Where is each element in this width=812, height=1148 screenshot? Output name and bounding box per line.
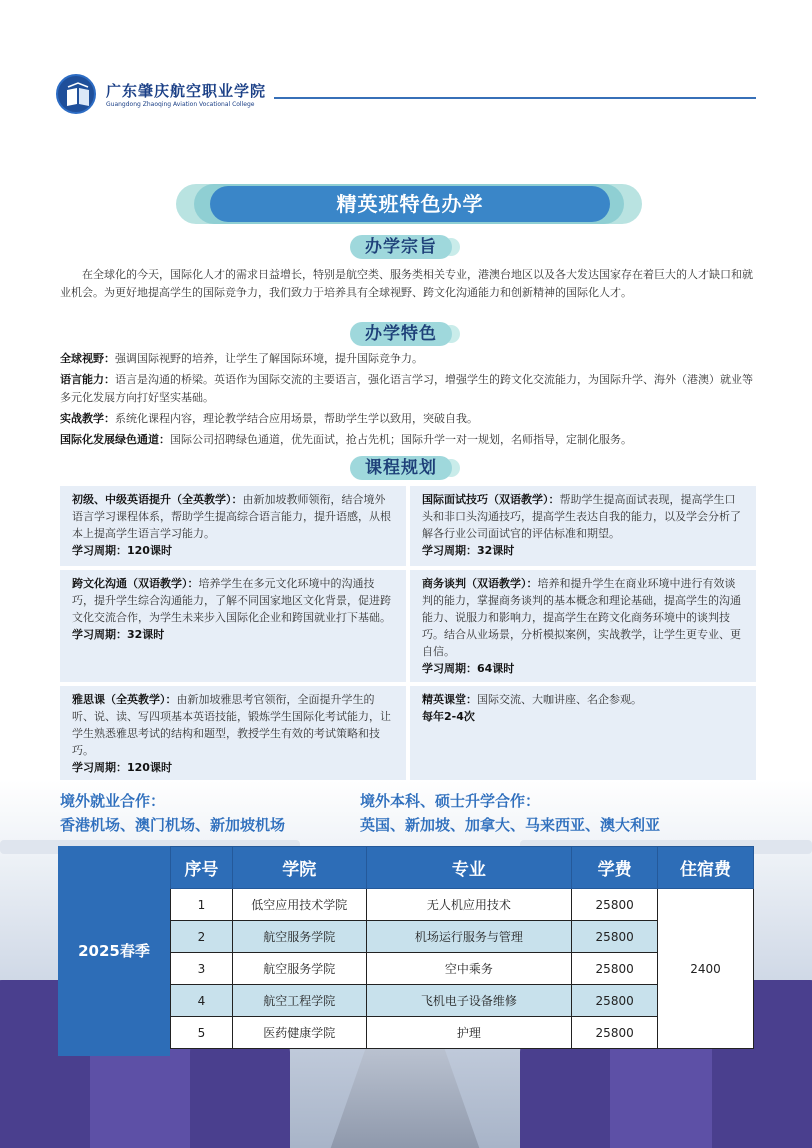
cell-college: 医药健康学院 bbox=[232, 1017, 366, 1049]
cell-tuition: 25800 bbox=[572, 985, 658, 1017]
tuition-grid bbox=[170, 846, 754, 1049]
course-title: 初级、中级英语提升（全英教学）： bbox=[72, 493, 243, 506]
cell-tuition: 25800 bbox=[572, 889, 658, 921]
features-list bbox=[60, 350, 754, 449]
course-title: 雅思课（全英教学）： bbox=[72, 693, 177, 706]
feature-label: 实战教学： bbox=[60, 412, 115, 425]
college-logo bbox=[56, 74, 96, 114]
tuition-table bbox=[58, 846, 754, 1056]
header-accommodation: 住宿费 bbox=[658, 847, 754, 889]
cell-major: 空中乘务 bbox=[366, 953, 572, 985]
feature-text: 国际公司招聘绿色通道，优先面试，抢占先机；国际升学一对一规划，名师指导，定制化服务。 bbox=[170, 433, 632, 446]
course-desc: 由新加坡教师领衔，结合境外语言学习课程体系，帮助学生提高综合语言能力，提升语感，从根本上提高学生语言学习能力。 bbox=[72, 493, 391, 540]
season-label: 2025春季 bbox=[58, 846, 170, 1056]
table-header-row bbox=[171, 847, 754, 889]
course-desc: 国际交流、大咖讲座、名企参观。 bbox=[477, 693, 642, 706]
feature-label: 全球视野： bbox=[60, 352, 115, 365]
header-divider bbox=[274, 97, 756, 99]
cell-tuition: 25800 bbox=[572, 953, 658, 985]
cell-college: 航空服务学院 bbox=[232, 921, 366, 953]
cell-major: 机场运行服务与管理 bbox=[366, 921, 572, 953]
purpose-text: 在全球化的今天，国际化人才的需求日益增长，特别是航空类、服务类相关专业，港澳台地区以及各大发达国家存在着巨大的人才缺口和就业机会。为更好地提高学生的国际竞争力，我们致力于培养具有全球视野、跨文化沟通能力和创新精神的国际化人才。 bbox=[60, 268, 753, 299]
cell-college: 航空工程学院 bbox=[232, 985, 366, 1017]
cell-college: 低空应用技术学院 bbox=[232, 889, 366, 921]
course-card bbox=[410, 570, 756, 682]
study-cooperation-list: 英国、新加坡、加拿大、马来西亚、澳大利亚 bbox=[360, 816, 661, 834]
header-college: 学院 bbox=[232, 847, 366, 889]
college-name-en: Guangdong Zhaoqing Aviation Vocational College bbox=[106, 101, 255, 108]
feature-label: 国际化发展绿色通道： bbox=[60, 433, 170, 446]
cell-college: 航空服务学院 bbox=[232, 953, 366, 985]
page-title: 精英班特色办学 bbox=[210, 186, 610, 222]
course-title: 国际面试技巧（双语教学）： bbox=[422, 493, 560, 506]
cell-no: 2 bbox=[171, 921, 233, 953]
course-title: 精英课堂： bbox=[422, 693, 477, 706]
course-card bbox=[60, 486, 406, 566]
cell-no: 5 bbox=[171, 1017, 233, 1049]
course-period: 学习周期：32课时 bbox=[422, 544, 515, 557]
course-card bbox=[60, 570, 406, 682]
feature-label: 语言能力： bbox=[60, 373, 115, 386]
course-card bbox=[410, 686, 756, 782]
employment-cooperation-list: 香港机场、澳门机场、新加坡机场 bbox=[60, 816, 286, 834]
cell-tuition: 25800 bbox=[572, 921, 658, 953]
main-title-banner bbox=[176, 184, 642, 224]
course-desc: 培养和提升学生在商业环境中进行有效谈判的能力，掌握商务谈判的基本概念和理论基础，提高学生的沟通能力、说服力和影响力，提高学生在跨文化商务环境中的谈判技巧。结合从业场景，分析模拟案例，实战教学，让学生更专业、更自信。 bbox=[422, 577, 741, 658]
course-card bbox=[60, 686, 406, 782]
cell-major: 护理 bbox=[366, 1017, 572, 1049]
course-card bbox=[410, 486, 756, 566]
page-header bbox=[56, 74, 756, 124]
course-period: 学习周期：32课时 bbox=[72, 628, 165, 641]
feature-text: 语言是沟通的桥梁。英语作为国际交流的主要语言，强化语言学习，增强学生的跨文化交流能力，为国际升学、海外（港澳）就业等多元化发展方向打好坚实基础。 bbox=[60, 373, 753, 404]
header-major: 专业 bbox=[366, 847, 572, 889]
cell-accommodation: 2400 bbox=[658, 889, 754, 1049]
course-desc: 帮助学生提高面试表现，提高学生口头和非口头沟通技巧，提高学生表达自我的能力，以及学会分析了解各行业公司面试官的评估标准和期望。 bbox=[422, 493, 741, 540]
cell-major: 飞机电子设备维修 bbox=[366, 985, 572, 1017]
section-heading-features: 办学特色 bbox=[350, 322, 452, 346]
header-tuition: 学费 bbox=[572, 847, 658, 889]
feature-item bbox=[60, 431, 754, 449]
course-period: 学习周期：64课时 bbox=[422, 662, 515, 675]
feature-text: 强调国际视野的培养，让学生了解国际环境，提升国际竞争力。 bbox=[115, 352, 423, 365]
cell-no: 3 bbox=[171, 953, 233, 985]
employment-cooperation-title: 境外就业合作： bbox=[60, 792, 166, 810]
table-row bbox=[171, 889, 754, 921]
header-no: 序号 bbox=[171, 847, 233, 889]
feature-item bbox=[60, 371, 754, 407]
course-period: 学习周期：120课时 bbox=[72, 544, 172, 557]
course-title: 跨文化沟通（双语教学）： bbox=[72, 577, 199, 590]
feature-item bbox=[60, 410, 754, 428]
cell-no: 4 bbox=[171, 985, 233, 1017]
course-period: 学习周期：120课时 bbox=[72, 761, 172, 774]
book-icon bbox=[64, 82, 92, 110]
feature-item bbox=[60, 350, 754, 368]
feature-text: 系统化课程内容，理论教学结合应用场景，帮助学生学以致用，突破自我。 bbox=[115, 412, 478, 425]
college-name-cn: 广东肇庆航空职业学院 bbox=[106, 82, 267, 100]
section-heading-courses: 课程规划 bbox=[350, 456, 452, 480]
course-period: 每年2-4次 bbox=[422, 710, 475, 723]
course-desc: 由新加坡雅思考官领衔，全面提升学生的听、说、读、写四项基本英语技能，锻炼学生国际化考试能力，让学生熟悉雅思考试的结构和题型，教授学生有效的考试策略和技巧。 bbox=[72, 693, 391, 757]
study-cooperation-title: 境外本科、硕士升学合作： bbox=[360, 792, 541, 810]
course-desc: 培养学生在多元文化环境中的沟通技巧，提升学生综合沟通能力，了解不同国家地区文化背景，促进跨文化交流合作，为学生未来步入国际化企业和跨国就业打下基础。 bbox=[72, 577, 391, 624]
course-title: 商务谈判（双语教学）： bbox=[422, 577, 538, 590]
cell-tuition: 25800 bbox=[572, 1017, 658, 1049]
cell-major: 无人机应用技术 bbox=[366, 889, 572, 921]
section-heading-purpose: 办学宗旨 bbox=[350, 235, 452, 259]
cell-no: 1 bbox=[171, 889, 233, 921]
